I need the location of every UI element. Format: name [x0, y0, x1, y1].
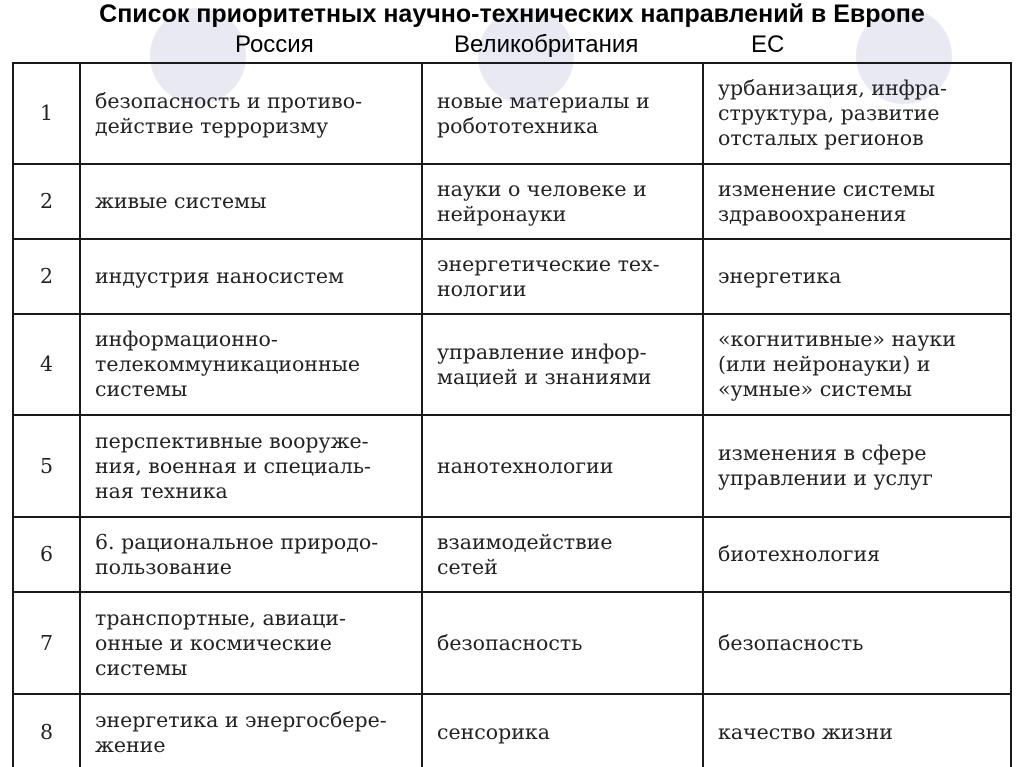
- eu-cell: качество жизни: [703, 694, 1011, 767]
- russia-cell: живые системы: [80, 164, 422, 239]
- column-header-russia: Россия: [235, 31, 314, 58]
- uk-cell: новые материалы и робототехника: [422, 63, 703, 164]
- column-header-eu: ЕС: [751, 31, 785, 58]
- table-row: [13, 164, 1011, 239]
- column-header-uk: Великобритания: [454, 31, 639, 58]
- table-row: [13, 314, 1011, 415]
- table-row: [13, 63, 1011, 164]
- page-title: Список приоритетных научно-технических направлений в Европе: [99, 0, 925, 28]
- eu-cell: изменение системы здравоохранения: [703, 164, 1011, 239]
- table-row: [13, 517, 1011, 592]
- row-number: 1: [13, 63, 80, 164]
- row-number: 7: [13, 592, 80, 694]
- russia-cell: энергетика и энергосбере- жение: [80, 694, 422, 767]
- table-row: [13, 239, 1011, 314]
- eu-cell: «когнитивные» науки (или нейронауки) и «умные» системы: [703, 314, 1011, 415]
- table-row: [13, 415, 1011, 517]
- row-number: 6: [13, 517, 80, 592]
- row-number: 5: [13, 415, 80, 517]
- uk-cell: нанотехнологии: [422, 415, 703, 517]
- russia-cell: индустрия наносистем: [80, 239, 422, 314]
- row-number: 4: [13, 314, 80, 415]
- uk-cell: безопасность: [422, 592, 703, 694]
- uk-cell: энергетические тех- нологии: [422, 239, 703, 314]
- eu-cell: изменения в сфере управлении и услуг: [703, 415, 1011, 517]
- row-number: 8: [13, 694, 80, 767]
- russia-cell: безопасность и противо- действие терроризму: [80, 63, 422, 164]
- russia-cell: информационно- телекоммуникационные системы: [80, 314, 422, 415]
- eu-cell: энергетика: [703, 239, 1011, 314]
- table-row: [13, 592, 1011, 694]
- uk-cell: взаимодействие сетей: [422, 517, 703, 592]
- priority-table: [12, 62, 1012, 767]
- table-row: [13, 694, 1011, 767]
- uk-cell: управление инфор- мацией и знаниями: [422, 314, 703, 415]
- row-number: 2: [13, 164, 80, 239]
- eu-cell: биотехнология: [703, 517, 1011, 592]
- eu-cell: безопасность: [703, 592, 1011, 694]
- russia-cell: 6. рациональное природо- пользование: [80, 517, 422, 592]
- russia-cell: перспективные вооруже- ния, военная и специаль- ная техника: [80, 415, 422, 517]
- uk-cell: науки о человеке и нейронауки: [422, 164, 703, 239]
- eu-cell: урбанизация, инфра- структура, развитие отсталых регионов: [703, 63, 1011, 164]
- row-number: 2: [13, 239, 80, 314]
- uk-cell: сенсорика: [422, 694, 703, 767]
- russia-cell: транспортные, авиаци- онные и космические системы: [80, 592, 422, 694]
